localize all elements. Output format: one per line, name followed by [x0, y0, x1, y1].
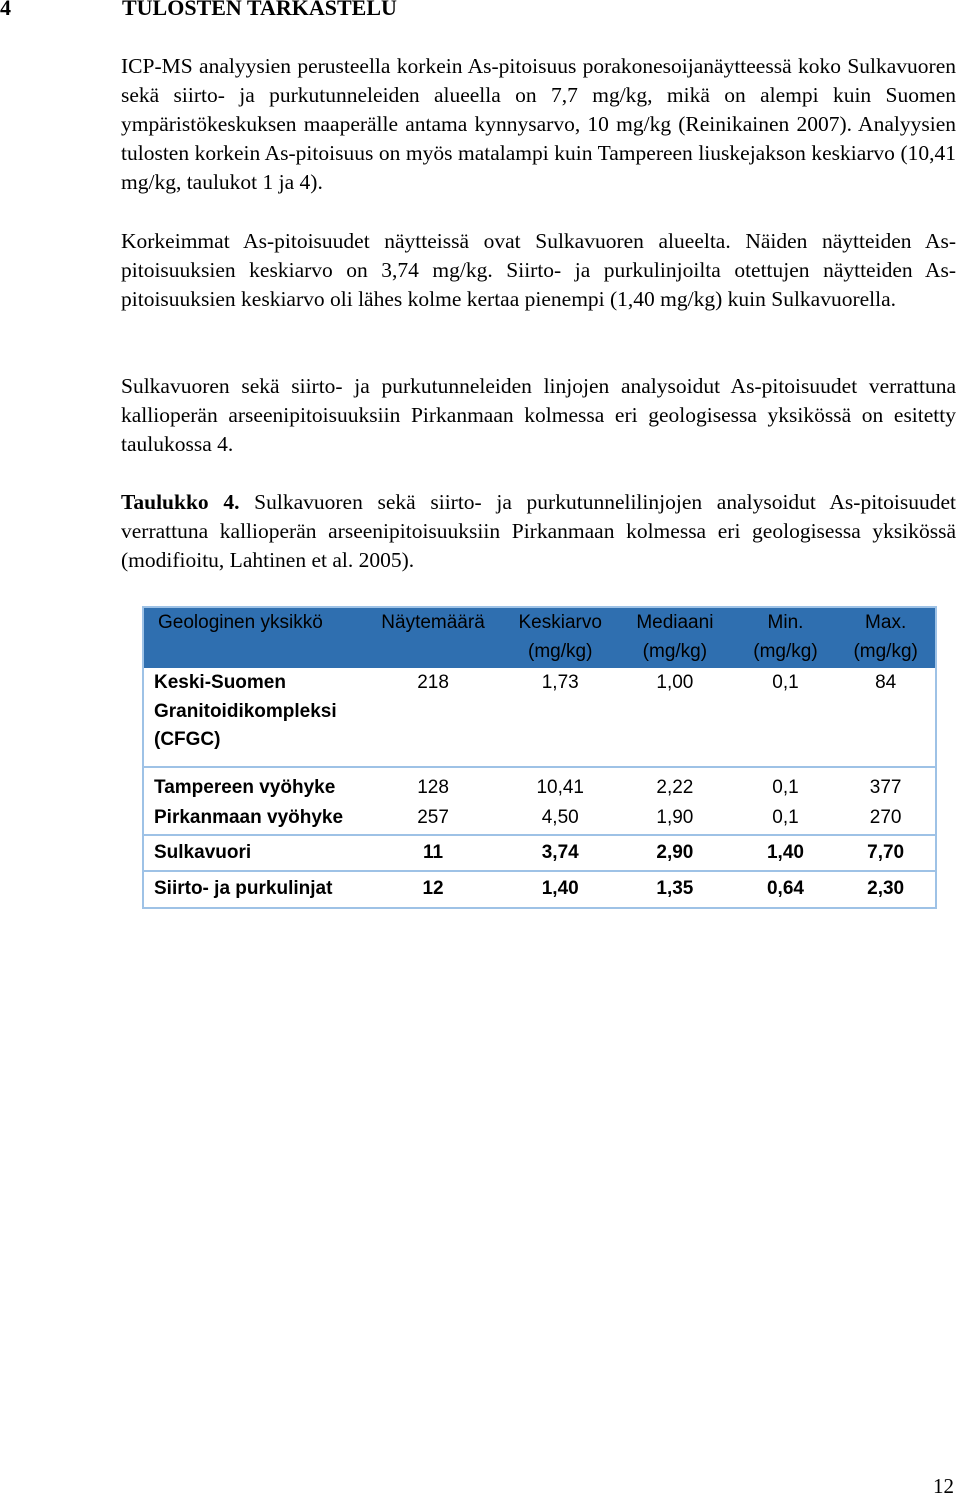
cell-count: 12: [422, 878, 444, 899]
header-max: Max. (mg/kg): [836, 607, 936, 668]
cell-count: 257: [361, 803, 506, 835]
cell-mean: 10,41: [536, 776, 584, 798]
table-row: [143, 871, 936, 908]
cell-median: 1,00: [615, 668, 735, 767]
cell-mean: 1,73: [505, 668, 615, 767]
header-unit: Geologinen yksikkö: [143, 607, 361, 668]
cell-min: 0,1: [772, 776, 799, 798]
cell-median: 2,90: [615, 835, 735, 872]
table-row: [143, 767, 936, 804]
cell-count: 218: [361, 668, 506, 767]
cell-min: 1,40: [735, 835, 837, 872]
cell-max: 84: [836, 668, 936, 767]
header-count: Näytemäärä: [361, 607, 506, 668]
table-caption-text: Sulkavuoren sekä siirto- ja purkutunnelilinjojen analysoidut As-pitoisuudet verrattuna kallioperän arseenipitoisuuksiin Pirkanmaan kolmessa eri geologisessa yksikössä (modifioitu, Lahtinen et al. 2005).: [121, 490, 956, 572]
cell-median: 1,90: [615, 803, 735, 835]
page-number: 12: [933, 1474, 954, 1498]
cell-min: 0,1: [735, 803, 837, 835]
cell-median: 1,35: [656, 878, 694, 899]
cell-median: 2,22: [656, 776, 694, 798]
cell-mean: 3,74: [505, 835, 615, 872]
cell-count: 11: [361, 835, 506, 872]
cell-unit: Tampereen vyöhyke: [154, 776, 336, 798]
cell-min: 0,1: [735, 668, 837, 767]
cell-unit: Sulkavuori: [143, 835, 361, 872]
section-number: 4: [0, 0, 11, 20]
table-caption-label: Taulukko 4.: [121, 490, 240, 514]
header-mean: Keskiarvo (mg/kg): [505, 607, 615, 668]
paragraph-2: Korkeimmat As-pitoisuudet näytteissä ovat Sulkavuoren alueelta. Näiden näytteiden As-pitoisuuksien keskiarvo on 3,74 mg/kg. Siirto- ja purkulinjoilta otettujen näytteiden As-pitoisuuksien keskiarvo oli lähes kolme kertaa pienempi (1,40 mg/kg) kuin Sulkavuorella.: [121, 229, 956, 311]
cell-max: 377: [869, 776, 902, 798]
cell-unit: Siirto- ja purkulinjat: [154, 878, 333, 899]
cell-count: 128: [417, 776, 449, 798]
cell-unit: Pirkanmaan vyöhyke: [143, 803, 361, 835]
table-caption: [121, 488, 956, 575]
cell-max: 270: [836, 803, 936, 835]
table-header-row: [143, 607, 936, 668]
cell-max: 7,70: [836, 835, 936, 872]
cell-mean: 1,40: [541, 878, 579, 899]
paragraph-3: Sulkavuoren sekä siirto- ja purkutunneleiden linjojen analysoidut As-pitoisuudet verrattuna kallioperän arseenipitoisuuksiin Pirkanmaan kolmessa eri geologisessa yksikössä on esitetty taulukossa 4.: [121, 374, 956, 456]
section-heading: [0, 0, 397, 22]
table-row: [143, 835, 936, 872]
header-min: Min. (mg/kg): [735, 607, 837, 668]
arsenic-table: [142, 606, 937, 909]
table-row: [143, 668, 936, 767]
section-title: TULOSTEN TARKASTELU: [122, 0, 397, 20]
table-row: [143, 803, 936, 835]
cell-min: 0,64: [766, 878, 804, 899]
paragraph-1: ICP-MS analyysien perusteella korkein As-pitoisuus porakonesoijanäytteessä koko Sulkavuoren sekä siirto- ja purkutunneleiden alueella on 7,7 mg/kg, mikä on alempi kuin Suomen ympäristökeskuksen maaperälle antama kynnysarvo, 10 mg/kg (Reinikainen 2007). Analyysien tulosten korkein As-pitoisuus on myös matalampi kuin Tampereen liuskejakson keskiarvo (10,41 mg/kg, taulukot 1 ja 4).: [121, 54, 956, 194]
header-median: Mediaani (mg/kg): [615, 607, 735, 668]
cell-max: 2,30: [867, 878, 905, 899]
cell-unit: Keski-Suomen Granitoidikompleksi (CFGC): [143, 668, 361, 767]
cell-mean: 4,50: [505, 803, 615, 835]
